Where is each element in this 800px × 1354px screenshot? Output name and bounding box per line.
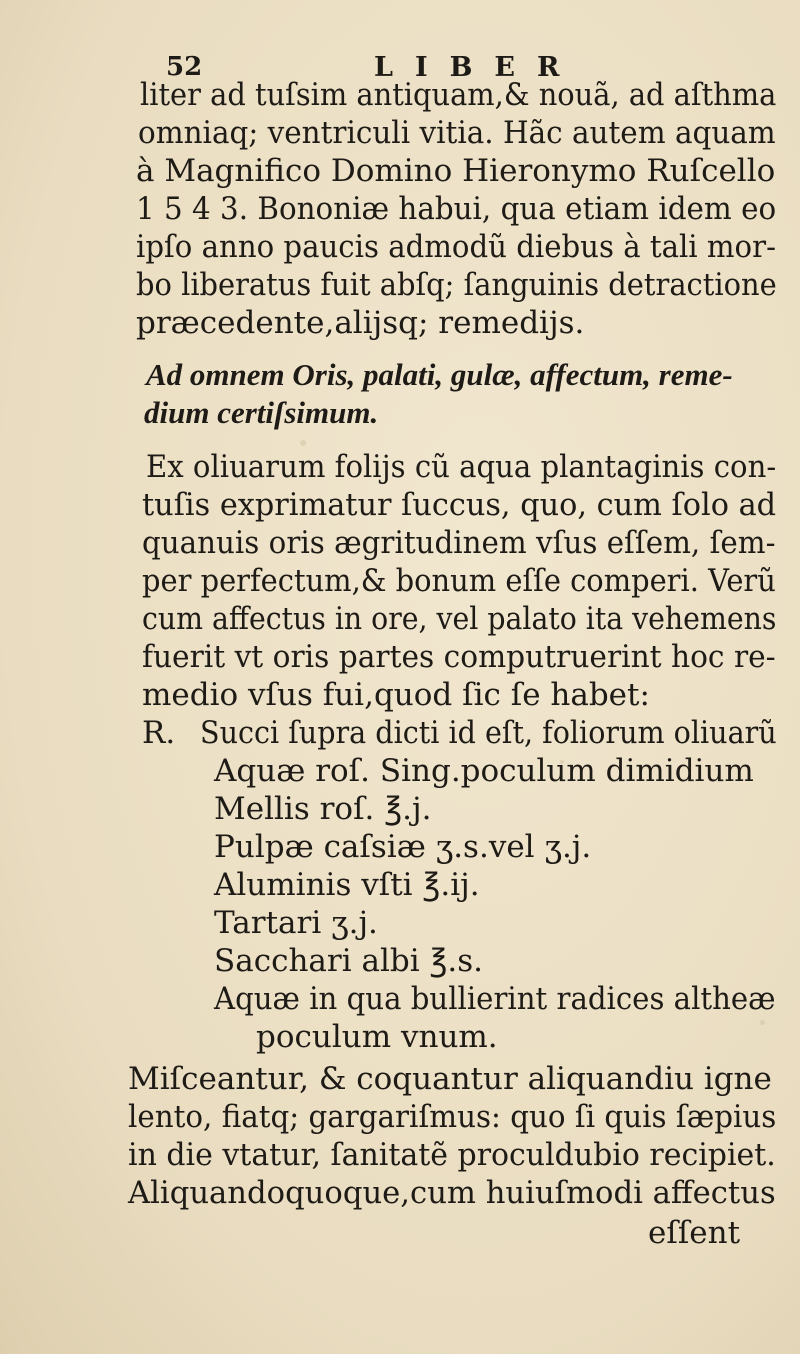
text-line: lento, fiatq; gargariſmus: quo ſi quis ſæpius [128, 1099, 777, 1135]
running-title: LIBER [374, 52, 582, 83]
text-line: per perfectum,& bonum eſſe comperi. Verũ [142, 563, 776, 599]
recipe-item: Aluminis vſti ℥.ij. [214, 867, 480, 903]
text-line: liter ad tuſsim antiquam,& nouã, ad aſthma [140, 77, 777, 113]
text-line: cum affectus in ore, vel palato ita vehemens [142, 601, 777, 637]
paper-spot [300, 440, 306, 446]
text-line: quanuis oris ægritudinem vſus eſſem, ſem- [142, 525, 776, 561]
recipe-item: Sacchari albi ℥.s. [214, 943, 484, 979]
text-line: Aliquandoquoque,cum huiuſmodi affectus [128, 1175, 776, 1211]
text-line: à Magnifico Domino Hieronymo Ruſcello [136, 153, 776, 189]
section-heading: Ad omnem Oris, palati, gulæ, affectum, reme- [146, 357, 733, 392]
text-line: Ex oliuarum folijs cũ aqua plantaginis con- [146, 449, 777, 485]
text-line: ipſo anno paucis admodũ diebus à tali mor- [136, 229, 776, 265]
text-line: omniaq; ventriculi vitia. Hãc autem aquam [138, 115, 776, 151]
text-line: in die vtatur, ſanitatẽ proculdubio recipiet. [128, 1137, 776, 1173]
text-line: 1 5 4 3. Bononiæ habui, qua etiam idem eo [136, 191, 777, 227]
paper-spot [760, 1020, 765, 1025]
recipe-line: Succi ſupra dicti id eſt, foliorum oliuarũ [200, 715, 777, 751]
recipe-symbol: R. [142, 715, 176, 751]
text-line: medio vſus fui,quod ſic ſe habet: [142, 677, 650, 713]
recipe-item: Mellis roſ. ℥.j. [214, 791, 432, 827]
text-line: præcedente,alijsq; remedijs. [136, 305, 585, 341]
recipe-item: poculum vnum. [256, 1019, 498, 1055]
recipe-item: Aquæ roſ. Sing.poculum dimidium [214, 753, 754, 789]
recipe-item: Tartari ʒ.j. [214, 905, 378, 941]
page-number: 52 [166, 52, 203, 82]
text-line: fuerit vt oris partes computruerint hoc re- [142, 639, 776, 675]
text-line: bo liberatus fuit abſq; ſanguinis detractione [136, 267, 777, 303]
text-line: tuſis exprimatur ſuccus, quo, cum ſolo ad [142, 487, 777, 523]
text-line: Miſceantur, & coquantur aliquandiu igne [128, 1061, 772, 1097]
recipe-item: Aquæ in qua bullierint radices altheæ [214, 981, 776, 1017]
recipe-item: Pulpæ caſsiæ ʒ.s.vel ʒ.j. [214, 829, 592, 865]
catchword: eſſent [648, 1215, 741, 1251]
section-heading: dium certiſsimum. [144, 395, 379, 430]
